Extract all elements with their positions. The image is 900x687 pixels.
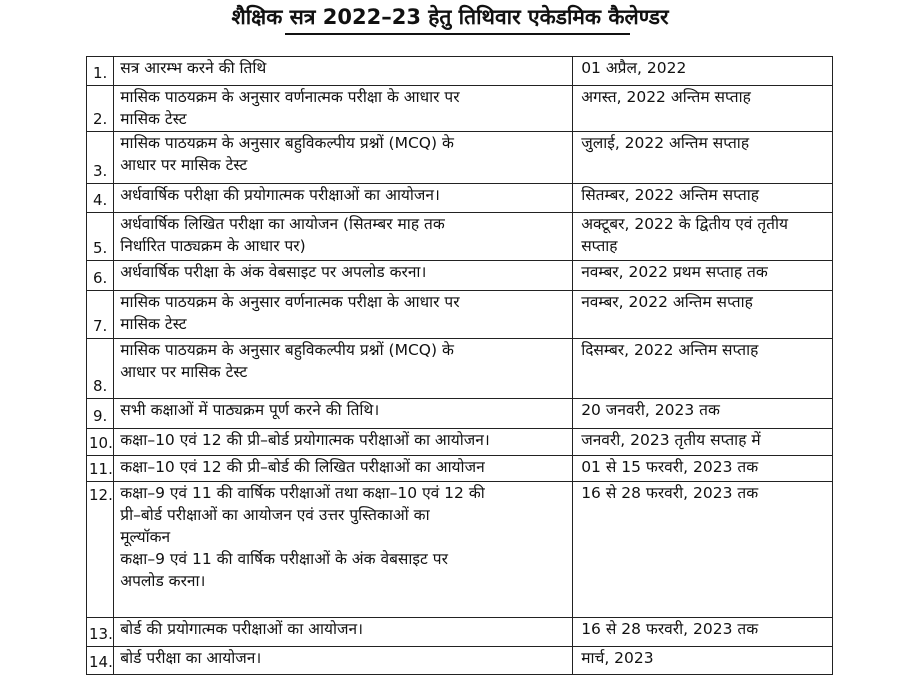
row-date: 01 अप्रैल, 2022 <box>573 57 833 86</box>
row-description: कक्षा–10 एवं 12 की प्री–बोर्ड प्रयोगात्मक परीक्षाओं का आयोजन। <box>114 429 573 456</box>
row-date: 20 जनवरी, 2023 तक <box>573 399 833 429</box>
table-row <box>87 618 833 647</box>
row-description: मासिक पाठयक्रम के अनुसार बहुविकल्पीय प्रश्नों (MCQ) के आधार पर मासिक टेस्ट <box>114 339 573 399</box>
row-date: 16 से 28 फरवरी, 2023 तक <box>573 482 833 618</box>
row-date: जुलाई, 2022 अन्तिम सप्ताह <box>573 132 833 184</box>
table-row <box>87 57 833 86</box>
table-row <box>87 86 833 132</box>
row-description: सत्र आरम्भ करने की तिथि <box>114 57 573 86</box>
title-underline <box>285 33 630 35</box>
table-row <box>87 399 833 429</box>
table-row <box>87 291 833 339</box>
row-date: नवम्बर, 2022 अन्तिम सप्ताह <box>573 291 833 339</box>
table-row <box>87 213 833 261</box>
row-date: मार्च, 2023 <box>573 647 833 675</box>
academic-calendar-table <box>86 56 833 675</box>
row-number: 13. <box>87 618 114 647</box>
row-description: कक्षा–10 एवं 12 की प्री–बोर्ड की लिखित परीक्षाओं का आयोजन <box>114 456 573 482</box>
table-row <box>87 184 833 213</box>
row-description: कक्षा–9 एवं 11 की वार्षिक परीक्षाओं तथा कक्षा–10 एवं 12 की प्री–बोर्ड परीक्षाओं का आयोजन एवं उत्तर पुस्तिकाओं का मूल्यॉकन कक्षा–9 एवं 11 की वार्षिक परीक्षाओं के अंक वेबसाइट पर अपलोड करना। <box>114 482 573 618</box>
row-description: बोर्ड की प्रयोगात्मक परीक्षाओं का आयोजन। <box>114 618 573 647</box>
table-row <box>87 456 833 482</box>
table-row <box>87 261 833 291</box>
row-number: 7. <box>87 291 114 339</box>
row-description: अर्धवार्षिक परीक्षा की प्रयोगात्मक परीक्षाओं का आयोजन। <box>114 184 573 213</box>
row-date: 16 से 28 फरवरी, 2023 तक <box>573 618 833 647</box>
table-row <box>87 429 833 456</box>
row-number: 9. <box>87 399 114 429</box>
row-number: 5. <box>87 213 114 261</box>
row-date: सितम्बर, 2022 अन्तिम सप्ताह <box>573 184 833 213</box>
row-number: 6. <box>87 261 114 291</box>
row-number: 2. <box>87 86 114 132</box>
row-number: 12. <box>87 482 114 618</box>
row-number: 11. <box>87 456 114 482</box>
row-description: मासिक पाठयक्रम के अनुसार वर्णनात्मक परीक्षा के आधार पर मासिक टेस्ट <box>114 86 573 132</box>
row-description: अर्धवार्षिक लिखित परीक्षा का आयोजन (सितम्बर माह तक निर्धारित पाठ्यक्रम के आधार पर) <box>114 213 573 261</box>
row-number: 4. <box>87 184 114 213</box>
row-number: 1. <box>87 57 114 86</box>
row-number: 8. <box>87 339 114 399</box>
row-number: 3. <box>87 132 114 184</box>
row-date: अगस्त, 2022 अन्तिम सप्ताह <box>573 86 833 132</box>
table-row <box>87 482 833 618</box>
row-number: 10. <box>87 429 114 456</box>
row-date: जनवरी, 2023 तृतीय सप्ताह में <box>573 429 833 456</box>
row-description: मासिक पाठयक्रम के अनुसार बहुविकल्पीय प्रश्नों (MCQ) के आधार पर मासिक टेस्ट <box>114 132 573 184</box>
row-description: बोर्ड परीक्षा का आयोजन। <box>114 647 573 675</box>
row-date: नवम्बर, 2022 प्रथम सप्ताह तक <box>573 261 833 291</box>
row-description: मासिक पाठयक्रम के अनुसार वर्णनात्मक परीक्षा के आधार पर मासिक टेस्ट <box>114 291 573 339</box>
row-date: दिसम्बर, 2022 अन्तिम सप्ताह <box>573 339 833 399</box>
table-row <box>87 132 833 184</box>
table-row <box>87 647 833 675</box>
row-number: 14. <box>87 647 114 675</box>
page-title: शैक्षिक सत्र 2022–23 हेतु तिथिवार एकेडमिक कैलेण्डर <box>231 5 669 29</box>
row-description: अर्धवार्षिक परीक्षा के अंक वेबसाइट पर अपलोड करना। <box>114 261 573 291</box>
row-date: 01 से 15 फरवरी, 2023 तक <box>573 456 833 482</box>
row-description: सभी कक्षाओं में पाठ्यक्रम पूर्ण करने की तिथि। <box>114 399 573 429</box>
row-date: अक्टूबर, 2022 के द्वितीय एवं तृतीय सप्ताह <box>573 213 833 261</box>
table-row <box>87 339 833 399</box>
